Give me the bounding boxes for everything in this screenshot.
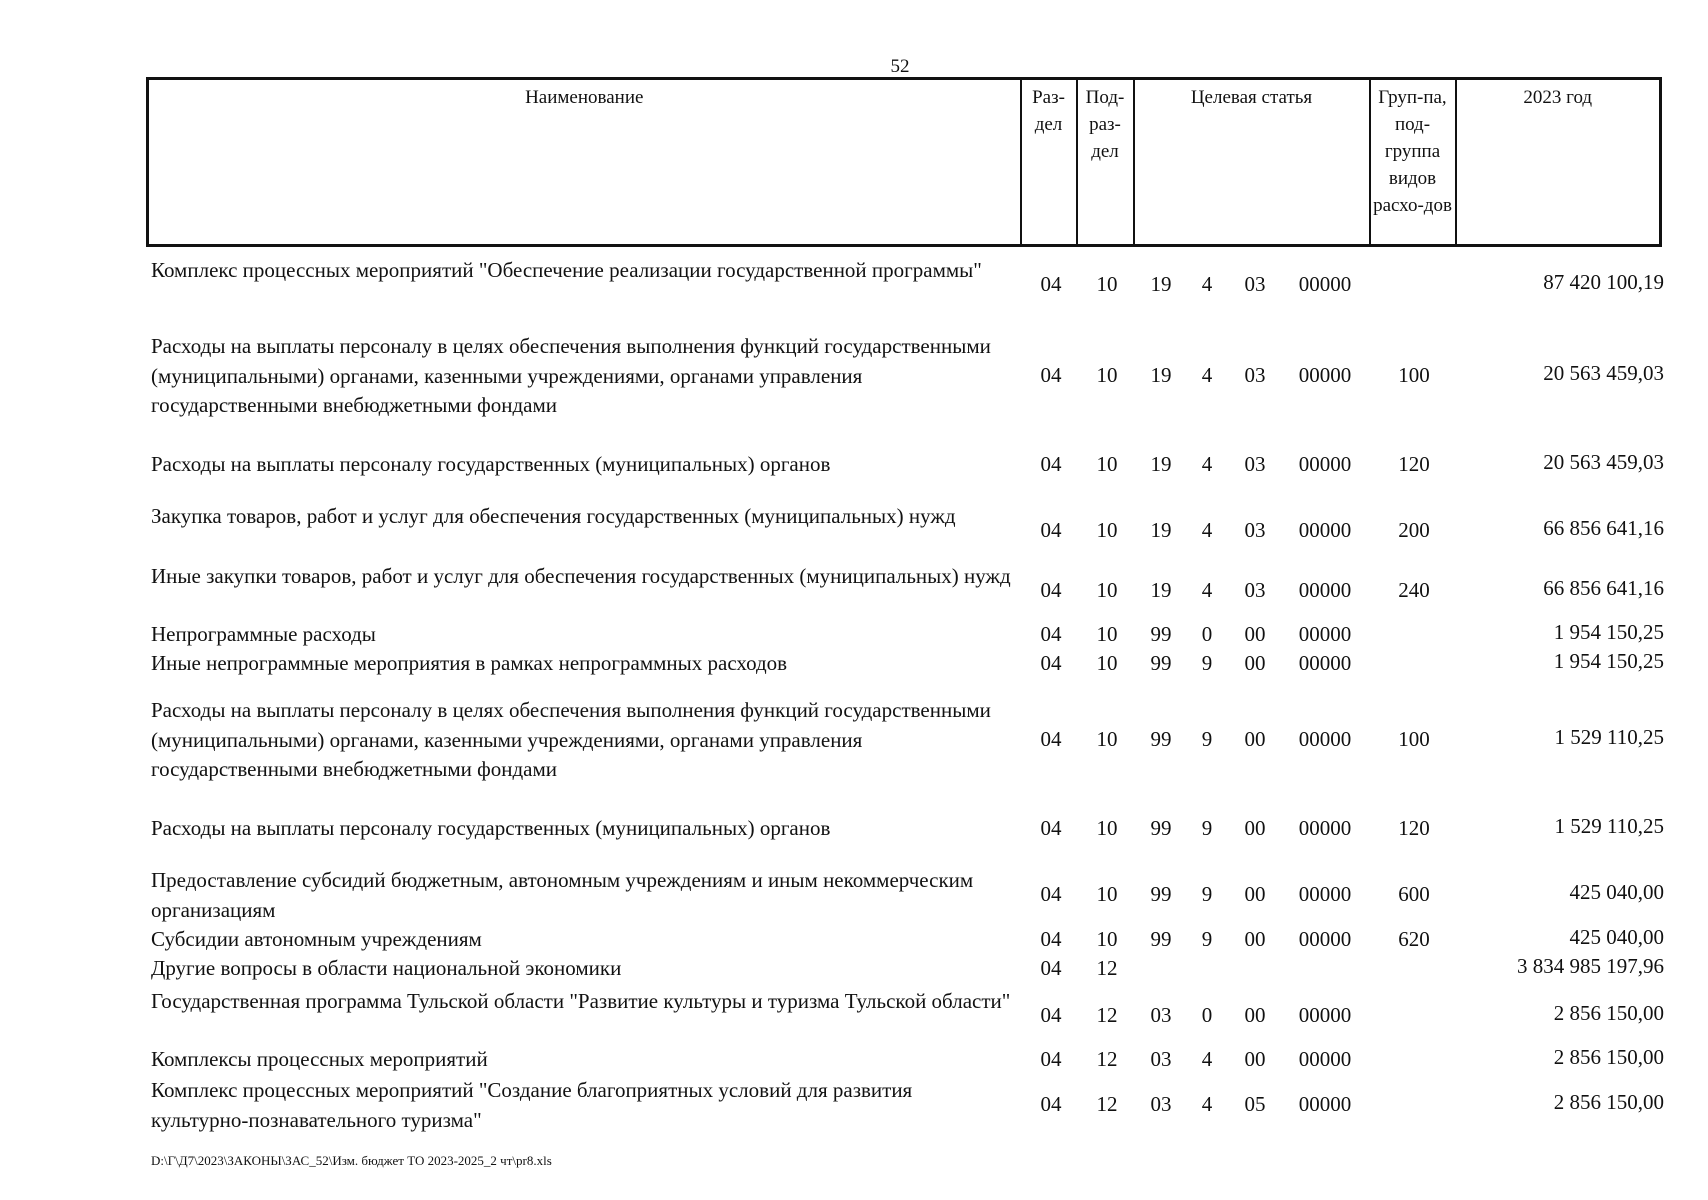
- row-cs1: 99: [1150, 727, 1172, 751]
- page-number: 52: [890, 56, 910, 77]
- row-pr: 12: [1096, 955, 1118, 980]
- row-cs1: 03: [1150, 1003, 1172, 1027]
- row-cs3: 00: [1244, 1003, 1266, 1027]
- row-pr: 10: [1096, 578, 1118, 602]
- table-row: [0, 502, 1708, 560]
- table-row: [0, 1045, 1708, 1074]
- row-pr: 10: [1096, 363, 1118, 387]
- row-cs4: 00000: [1298, 650, 1352, 675]
- row-amount: 425 040,00: [1569, 924, 1664, 949]
- row-pr: 10: [1096, 621, 1118, 646]
- row-cs4: 00000: [1298, 926, 1352, 951]
- row-pr: 10: [1096, 926, 1118, 951]
- row-cs2: 0: [1201, 621, 1213, 646]
- row-name: Непрограммные расходы: [151, 622, 376, 646]
- row-name: Другие вопросы в области национальной экономики: [151, 956, 622, 980]
- row-rz: 04: [1040, 650, 1062, 675]
- row-cs1: 19: [1150, 518, 1172, 542]
- row-amount: 1 954 150,25: [1553, 648, 1664, 673]
- row-rz: 04: [1040, 363, 1062, 387]
- row-cs2: 9: [1201, 926, 1213, 951]
- row-cs3: 00: [1244, 727, 1266, 751]
- row-name: Расходы на выплаты персоналу в целях обеспечения выполнения функций государственными (муниципальными) органами, казенными учреждениями, органами управления государственными внебюджетными фондами: [151, 698, 991, 781]
- row-cs4: 00000: [1298, 727, 1352, 751]
- table-row: [0, 620, 1708, 649]
- table-row: [0, 332, 1708, 420]
- row-name: Иные закупки товаров, работ и услуг для обеспечения государственных (муниципальных) нужд: [151, 564, 1011, 588]
- row-rz: 04: [1040, 578, 1062, 602]
- row-cs4: 00000: [1298, 272, 1352, 296]
- row-cs3: 00: [1244, 882, 1266, 906]
- row-pr: 12: [1096, 1003, 1118, 1027]
- row-cs3: 00: [1244, 816, 1266, 840]
- row-pr: 10: [1096, 727, 1118, 751]
- row-cs3: 05: [1244, 1092, 1266, 1116]
- row-vr: 600: [1398, 882, 1430, 906]
- row-amount: 2 856 150,00: [1553, 1044, 1664, 1069]
- row-cs3: 03: [1244, 518, 1266, 542]
- row-cs2: 4: [1201, 1046, 1213, 1071]
- row-name: Расходы на выплаты персоналу государственных (муниципальных) органов: [151, 816, 831, 840]
- row-cs1: 19: [1150, 578, 1172, 602]
- row-cs2: 4: [1201, 272, 1213, 296]
- row-cs1: 19: [1150, 452, 1172, 476]
- row-rz: 04: [1040, 727, 1062, 751]
- header-year: 2023 год: [1456, 79, 1661, 246]
- row-rz: 04: [1040, 926, 1062, 951]
- row-amount: 2 856 150,00: [1553, 1001, 1664, 1025]
- row-cs4: 00000: [1298, 1046, 1352, 1071]
- row-cs1: 99: [1150, 621, 1172, 646]
- row-rz: 04: [1040, 1092, 1062, 1116]
- table-header: [146, 77, 1662, 247]
- row-cs1: 99: [1150, 650, 1172, 675]
- row-cs4: 00000: [1298, 816, 1352, 840]
- row-vr: 200: [1398, 518, 1430, 542]
- row-name: Предоставление субсидий бюджетным, автономным учреждениям и иным некоммерческим организациям: [151, 868, 974, 922]
- row-name: Расходы на выплаты персоналу государственных (муниципальных) органов: [151, 452, 831, 476]
- row-cs1: 03: [1150, 1092, 1172, 1116]
- header-group: Груп-па, под-группа видов расхо-дов: [1370, 79, 1456, 246]
- table-row: [0, 925, 1708, 954]
- row-cs4: 00000: [1298, 1092, 1352, 1116]
- row-pr: 12: [1096, 1092, 1118, 1116]
- row-cs4: 00000: [1298, 518, 1352, 542]
- row-name: Комплекс процессных мероприятий "Обеспечение реализации государственной программы": [151, 258, 982, 282]
- row-rz: 04: [1040, 621, 1062, 646]
- row-vr: 120: [1398, 816, 1430, 840]
- row-cs4: 00000: [1298, 621, 1352, 646]
- row-cs2: 4: [1201, 578, 1213, 602]
- row-amount: 3 834 985 197,96: [1517, 953, 1664, 978]
- file-path-footer: D:\Г\Д7\2023\ЗАКОНЫ\ЗАС_52\Изм. бюджет ТО 2023-2025_2 чт\pr8.xls: [151, 1153, 552, 1168]
- row-cs3: 00: [1244, 1046, 1266, 1071]
- row-rz: 04: [1040, 955, 1062, 980]
- row-cs1: 03: [1150, 1046, 1172, 1071]
- table-row: [0, 954, 1708, 983]
- row-pr: 12: [1096, 1046, 1118, 1071]
- row-cs3: 00: [1244, 926, 1266, 951]
- row-cs4: 00000: [1298, 452, 1352, 476]
- row-cs3: 03: [1244, 272, 1266, 296]
- table-row: [0, 562, 1708, 620]
- row-pr: 10: [1096, 650, 1118, 675]
- header-podrazdel: Под-раз-дел: [1077, 79, 1134, 246]
- row-name: Комплексы процессных мероприятий: [151, 1047, 488, 1071]
- row-cs4: 00000: [1298, 363, 1352, 387]
- table-row: [0, 649, 1708, 678]
- row-name: Расходы на выплаты персоналу в целях обеспечения выполнения функций государственными (муниципальными) органами, казенными учреждениями, органами управления государственными внебюджетными фондами: [151, 334, 991, 417]
- row-pr: 10: [1096, 882, 1118, 906]
- row-vr: 240: [1398, 578, 1430, 602]
- row-vr: 120: [1398, 452, 1430, 476]
- row-cs3: 03: [1244, 452, 1266, 476]
- row-cs2: 4: [1201, 1092, 1213, 1116]
- row-cs2: 0: [1201, 1003, 1213, 1027]
- row-amount: 20 563 459,03: [1543, 450, 1664, 474]
- table-row: [0, 866, 1708, 924]
- row-rz: 04: [1040, 882, 1062, 906]
- row-pr: 10: [1096, 272, 1118, 296]
- row-amount: 2 856 150,00: [1553, 1090, 1664, 1114]
- row-cs3: 03: [1244, 363, 1266, 387]
- row-name: Государственная программа Тульской области "Развитие культуры и туризма Тульской области": [151, 989, 1011, 1013]
- row-cs1: 99: [1150, 816, 1172, 840]
- row-cs2: 9: [1201, 816, 1213, 840]
- row-cs2: 9: [1201, 882, 1213, 906]
- row-cs2: 4: [1201, 518, 1213, 542]
- row-rz: 04: [1040, 518, 1062, 542]
- table-row: [0, 987, 1708, 1045]
- table-row: [0, 814, 1708, 844]
- row-amount: 1 529 110,25: [1554, 814, 1664, 838]
- header-target: Целевая статья: [1134, 79, 1370, 246]
- row-amount: 87 420 100,19: [1543, 270, 1664, 294]
- row-amount: 20 563 459,03: [1543, 361, 1664, 385]
- header-razdel: Раз-дел: [1021, 79, 1077, 246]
- table-row: [0, 1076, 1708, 1134]
- row-amount: 1 954 150,25: [1553, 619, 1664, 644]
- row-name: Комплекс процессных мероприятий "Создание благоприятных условий для развития культурно-познавательного туризма": [151, 1078, 913, 1132]
- row-cs1: 99: [1150, 926, 1172, 951]
- row-name: Закупка товаров, работ и услуг для обеспечения государственных (муниципальных) нужд: [151, 504, 956, 528]
- row-rz: 04: [1040, 816, 1062, 840]
- row-vr: 100: [1398, 727, 1430, 751]
- row-cs4: 00000: [1298, 578, 1352, 602]
- row-pr: 10: [1096, 452, 1118, 476]
- table-row: [0, 256, 1708, 314]
- table-row: [0, 696, 1708, 784]
- row-name: Субсидии автономным учреждениям: [151, 927, 482, 951]
- row-vr: 620: [1398, 926, 1430, 951]
- row-rz: 04: [1040, 1003, 1062, 1027]
- row-amount: 425 040,00: [1569, 880, 1664, 904]
- table-row: [0, 450, 1708, 480]
- row-vr: 100: [1398, 363, 1430, 387]
- row-cs1: 19: [1150, 363, 1172, 387]
- row-cs4: 00000: [1298, 1003, 1352, 1027]
- row-cs3: 03: [1244, 578, 1266, 602]
- row-name: Иные непрограммные мероприятия в рамках непрограммных расходов: [151, 651, 788, 675]
- row-cs2: 4: [1201, 363, 1213, 387]
- header-name: Наименование: [148, 79, 1021, 246]
- row-pr: 10: [1096, 518, 1118, 542]
- row-cs2: 9: [1201, 727, 1213, 751]
- row-amount: 66 856 641,16: [1543, 576, 1664, 600]
- row-rz: 04: [1040, 272, 1062, 296]
- row-rz: 04: [1040, 452, 1062, 476]
- row-cs2: 4: [1201, 452, 1213, 476]
- row-rz: 04: [1040, 1046, 1062, 1071]
- row-amount: 66 856 641,16: [1543, 516, 1664, 540]
- row-amount: 1 529 110,25: [1554, 725, 1664, 749]
- row-cs3: 00: [1244, 650, 1266, 675]
- row-cs1: 99: [1150, 882, 1172, 906]
- row-pr: 10: [1096, 816, 1118, 840]
- row-cs1: 19: [1150, 272, 1172, 296]
- row-cs4: 00000: [1298, 882, 1352, 906]
- row-cs3: 00: [1244, 621, 1266, 646]
- row-cs2: 9: [1201, 650, 1213, 675]
